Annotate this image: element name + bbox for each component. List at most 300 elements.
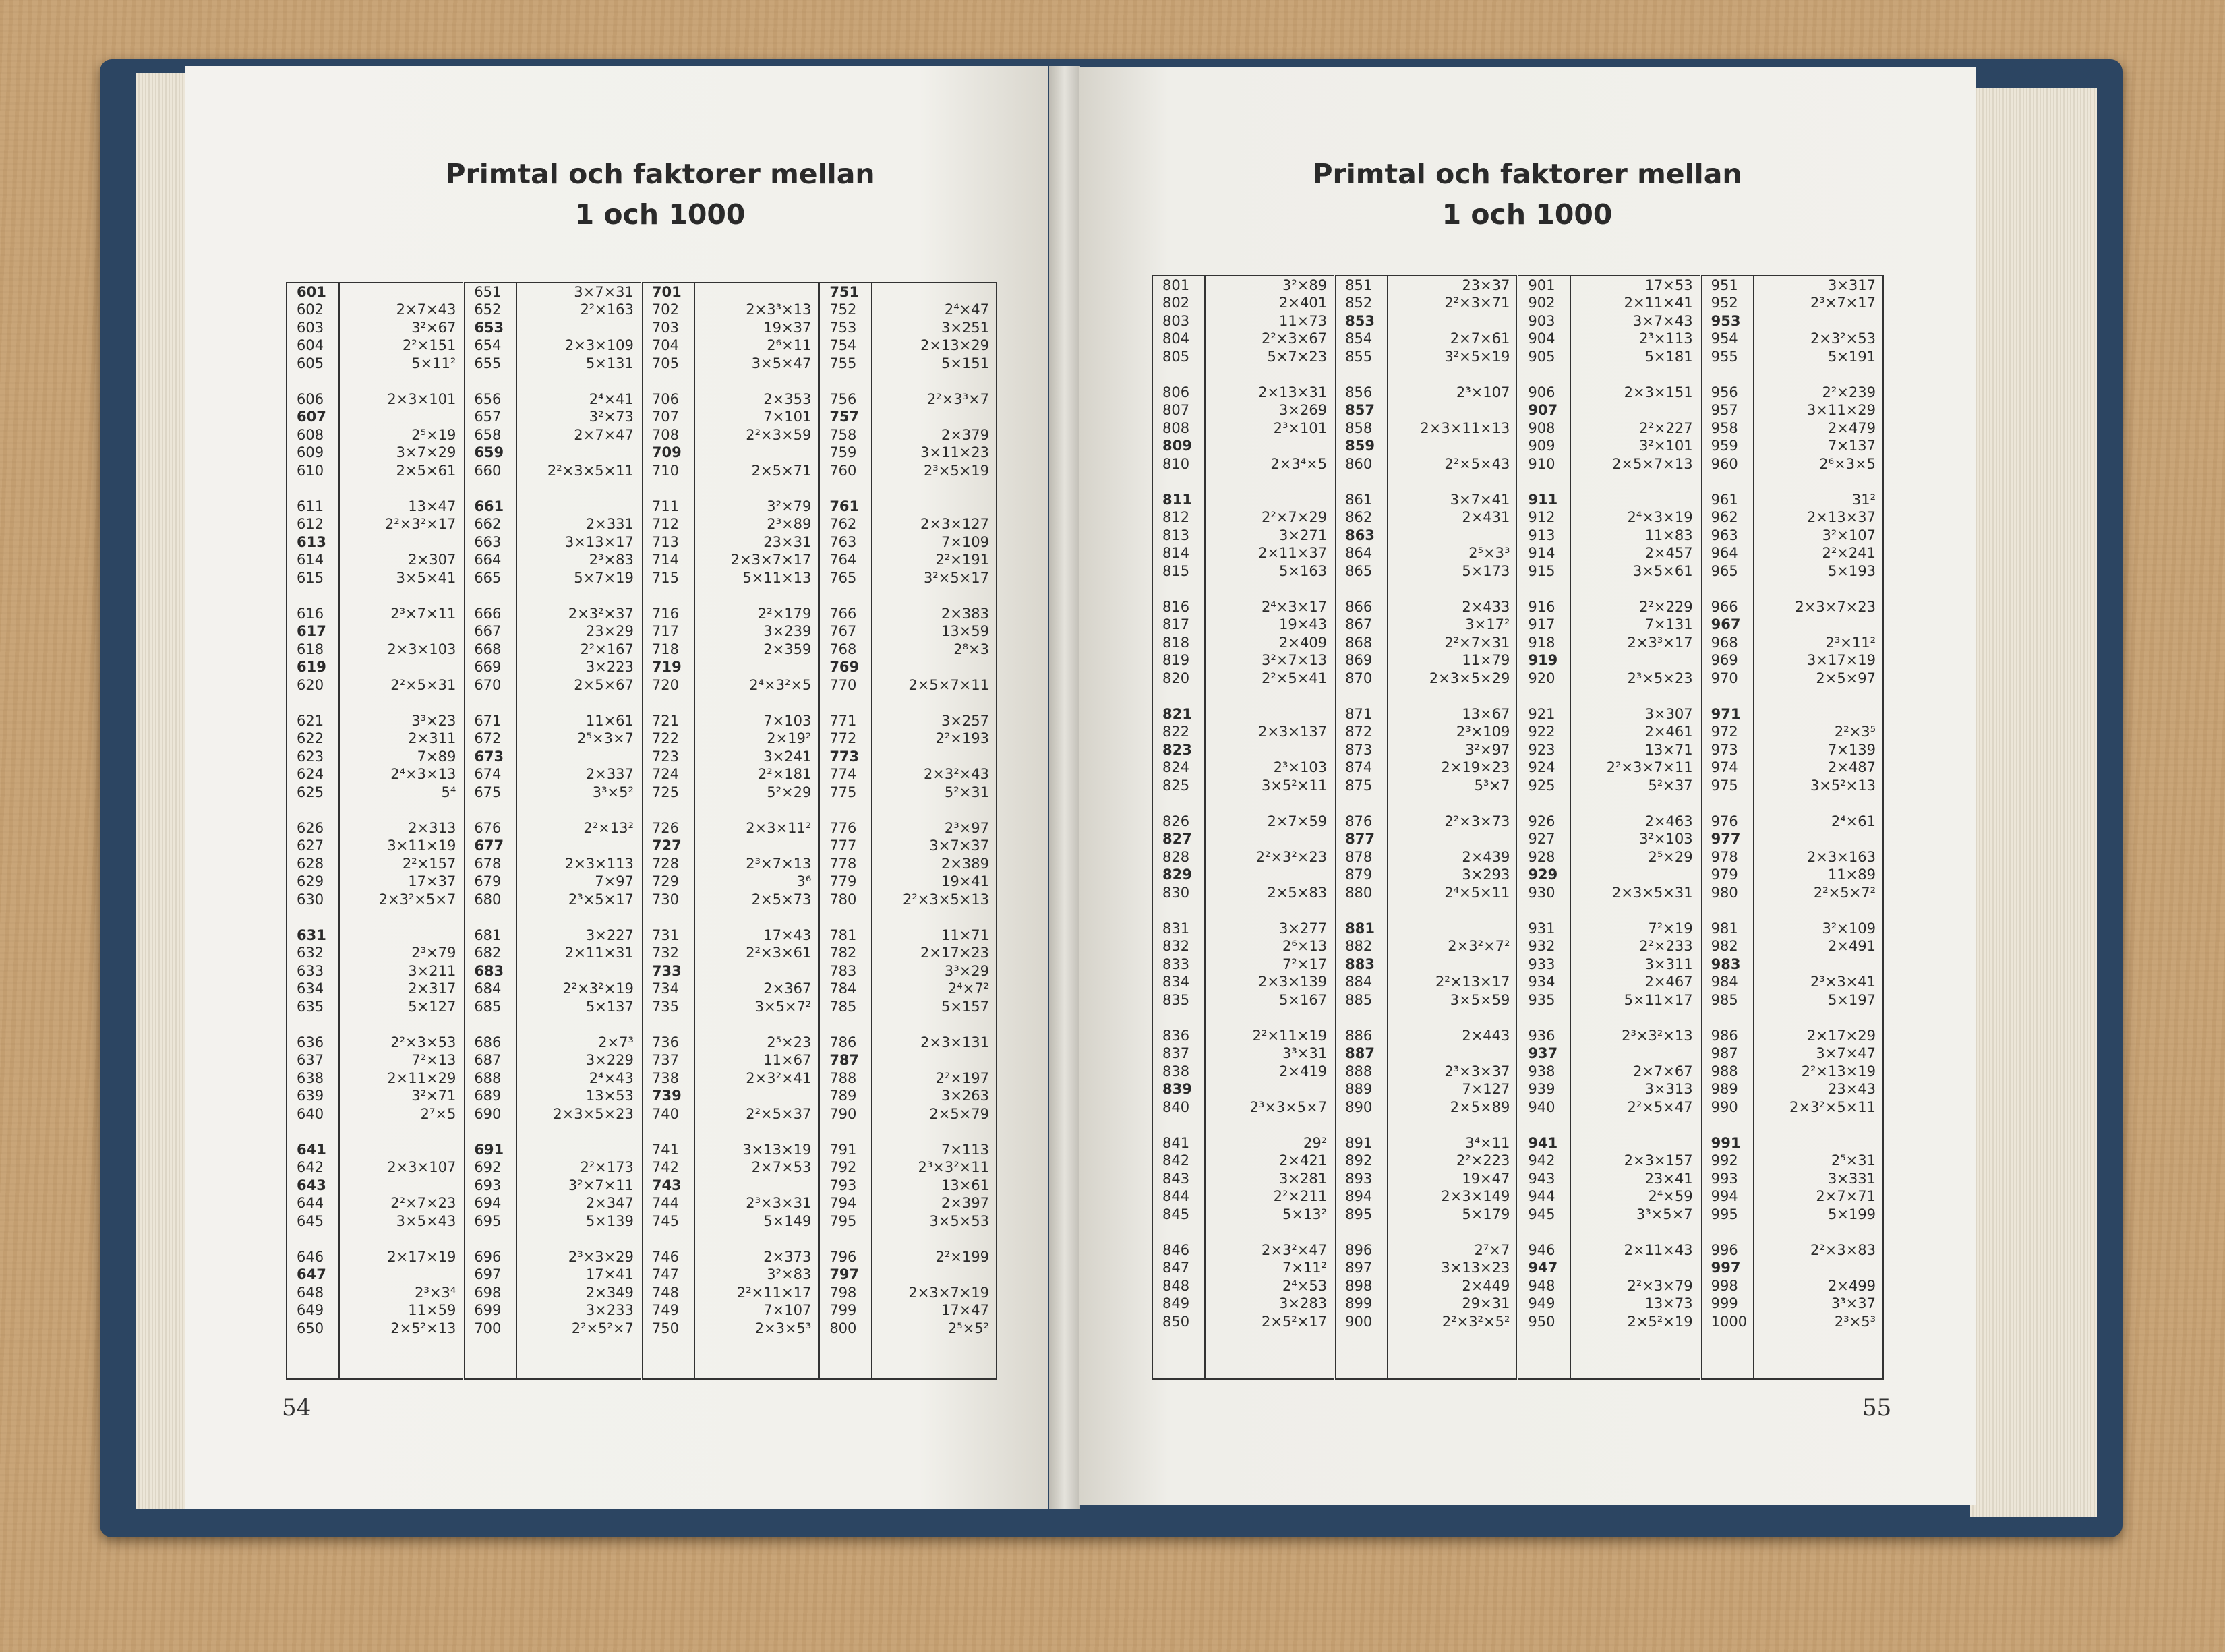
number-cell: 705 bbox=[651, 355, 679, 372]
factorization-cell: 2²×3²×23 bbox=[1255, 848, 1328, 865]
number-cell: 639 bbox=[297, 1088, 324, 1104]
factor-group bbox=[695, 498, 819, 605]
factorization-cell: 2²×7×31 bbox=[1444, 634, 1510, 651]
number-cell: 602 bbox=[297, 301, 324, 318]
number-cell: 767 bbox=[829, 623, 857, 640]
number-cell: 830 bbox=[1162, 884, 1190, 901]
factorization-cell: 2×3×157 bbox=[1624, 1152, 1693, 1169]
number-group bbox=[1336, 1241, 1387, 1349]
factorization-cell: 2×311 bbox=[408, 730, 456, 747]
factorization-cell: 5²×37 bbox=[1648, 777, 1693, 794]
factorization-cell: 2×3×11×13 bbox=[1420, 419, 1510, 436]
factorization-cell: 2⁴×3×19 bbox=[1627, 509, 1693, 526]
number-group bbox=[1336, 813, 1387, 920]
number-group bbox=[820, 1141, 871, 1248]
factor-group bbox=[695, 605, 819, 712]
factorization-cell: 2⁴×41 bbox=[589, 391, 634, 407]
factorization-cell: 2²×3×59 bbox=[746, 426, 812, 443]
factorization-cell: 3×331 bbox=[1827, 1170, 1876, 1187]
factorization-cell: 3×5×41 bbox=[396, 569, 456, 586]
number-cell: 658 bbox=[474, 426, 502, 443]
number-group bbox=[1153, 491, 1204, 598]
factorization-cell: 2×409 bbox=[1279, 634, 1328, 651]
factorization-cell bbox=[695, 837, 819, 854]
number-group bbox=[1336, 384, 1387, 491]
factorization-cell bbox=[1571, 1044, 1699, 1062]
number-cell: 703 bbox=[651, 319, 679, 336]
factorization-cell: 2²×3²×17 bbox=[384, 516, 456, 533]
number-group bbox=[465, 498, 516, 605]
number-cell: 930 bbox=[1528, 884, 1555, 901]
factorization-cell: 7×127 bbox=[1462, 1081, 1510, 1098]
prime-number: 883 bbox=[1345, 955, 1375, 972]
number-cell: 645 bbox=[297, 1212, 324, 1229]
number-cell: 936 bbox=[1528, 1028, 1555, 1044]
factorization-cell: 2×11×43 bbox=[1624, 1242, 1693, 1258]
factorization-cell bbox=[695, 1087, 819, 1104]
factorization-cell: 5×197 bbox=[1827, 991, 1876, 1008]
factorization-cell: 2×3²×37 bbox=[568, 606, 634, 622]
factorization-cell: 3×5×53 bbox=[929, 1212, 989, 1229]
factorization-cell: 2²×3³×7 bbox=[926, 391, 989, 407]
factorization-cell: 2×3³×13 bbox=[746, 301, 812, 318]
number-cell: 785 bbox=[829, 998, 857, 1015]
factorization-cell: 17×47 bbox=[941, 1302, 989, 1319]
factorization-cell: 3×269 bbox=[1279, 402, 1328, 419]
factorization-cell: 2×3×137 bbox=[1258, 724, 1328, 740]
prime-number: 619 bbox=[297, 659, 326, 676]
number-cell: 746 bbox=[651, 1249, 679, 1265]
factor-group bbox=[1571, 384, 1699, 491]
factorization-cell bbox=[872, 1051, 996, 1069]
number-cell: 640 bbox=[297, 1105, 324, 1122]
number-group bbox=[1702, 1027, 1753, 1134]
factorization-cell: 5×7×19 bbox=[574, 569, 634, 586]
factorization-cell bbox=[340, 926, 463, 944]
number-cell: 636 bbox=[297, 1034, 324, 1051]
number-cell: 720 bbox=[651, 676, 679, 693]
factorization-cell: 2×3²×41 bbox=[746, 1069, 812, 1086]
factorization-cell: 2³×113 bbox=[1639, 330, 1693, 347]
factorization-cell bbox=[1388, 830, 1516, 848]
number-group bbox=[1702, 1241, 1753, 1349]
factorization-cell: 3²×7×13 bbox=[1262, 652, 1328, 669]
factorization-cell: 2×5×61 bbox=[396, 462, 456, 479]
factor-group bbox=[340, 498, 463, 605]
factorization-cell: 2×3×5³ bbox=[754, 1320, 812, 1336]
number-cell: 898 bbox=[1345, 1277, 1373, 1294]
number-cell: 685 bbox=[474, 998, 502, 1015]
number-cell: 959 bbox=[1711, 438, 1738, 454]
number-cell: 920 bbox=[1528, 670, 1555, 686]
number-cell: 867 bbox=[1345, 616, 1373, 633]
number-cell: 696 bbox=[474, 1249, 502, 1265]
number-cell: 609 bbox=[297, 444, 324, 461]
number-cell: 844 bbox=[1162, 1188, 1190, 1205]
number-cell: 670 bbox=[474, 676, 502, 693]
factorization-cell: 2×3×101 bbox=[387, 391, 456, 407]
number-group bbox=[1702, 491, 1753, 598]
factorization-cell: 2²×241 bbox=[1822, 545, 1876, 562]
factor-group bbox=[517, 498, 641, 605]
factor-column bbox=[694, 283, 819, 1379]
factor-group bbox=[517, 390, 641, 498]
number-cell: 980 bbox=[1711, 884, 1738, 901]
factorization-cell: 3⁴×11 bbox=[1465, 1135, 1510, 1151]
number-cell: 708 bbox=[651, 426, 679, 443]
number-cell: 975 bbox=[1711, 777, 1738, 794]
number-group bbox=[1153, 276, 1204, 384]
number-cell: 813 bbox=[1162, 527, 1190, 543]
factorization-cell: 2³×3×41 bbox=[1810, 974, 1876, 991]
factor-column bbox=[339, 283, 464, 1379]
factor-group bbox=[340, 1034, 463, 1141]
prime-number: 757 bbox=[829, 409, 860, 425]
number-cell: 904 bbox=[1528, 330, 1555, 347]
factorization-cell: 3×5×7² bbox=[754, 998, 812, 1015]
factorization-cell: 19×41 bbox=[941, 873, 989, 890]
factorization-cell: 2³×3⁴ bbox=[415, 1284, 456, 1301]
number-cell: 903 bbox=[1528, 312, 1555, 329]
number-cell: 832 bbox=[1162, 938, 1190, 955]
number-cell: 698 bbox=[474, 1284, 502, 1301]
number-cell: 981 bbox=[1711, 920, 1738, 937]
factorization-cell: 11×67 bbox=[763, 1052, 812, 1069]
factorization-cell: 3×311 bbox=[1644, 955, 1693, 972]
number-column bbox=[1700, 276, 1753, 1379]
number-cell: 966 bbox=[1711, 599, 1738, 615]
number-cell: 674 bbox=[474, 766, 502, 783]
factor-group bbox=[340, 390, 463, 498]
factor-group bbox=[1388, 813, 1516, 920]
number-cell: 961 bbox=[1711, 492, 1738, 508]
factorization-cell: 3×5²×11 bbox=[1262, 777, 1328, 794]
prime-number: 683 bbox=[474, 962, 504, 979]
factorization-cell: 7×11² bbox=[1282, 1260, 1328, 1276]
number-cell: 873 bbox=[1345, 741, 1373, 758]
prime-number: 877 bbox=[1345, 831, 1375, 848]
number-column bbox=[464, 283, 516, 1379]
factor-group bbox=[1206, 276, 1334, 384]
number-cell: 728 bbox=[651, 855, 679, 872]
number-cell: 828 bbox=[1162, 848, 1190, 865]
factorization-cell: 2×7×53 bbox=[751, 1159, 812, 1176]
number-cell: 644 bbox=[297, 1195, 324, 1212]
factorization-cell: 2⁶×13 bbox=[1282, 938, 1328, 955]
factorization-cell: 3×7×47 bbox=[1816, 1045, 1876, 1062]
number-cell: 1000 bbox=[1711, 1313, 1748, 1330]
factorization-cell bbox=[1388, 437, 1516, 454]
number-cell: 760 bbox=[829, 462, 857, 479]
number-cell: 989 bbox=[1711, 1081, 1738, 1098]
factorization-cell: 2×3²×43 bbox=[923, 766, 989, 783]
number-cell: 848 bbox=[1162, 1277, 1190, 1294]
number-cell: 825 bbox=[1162, 777, 1190, 794]
prime-number: 659 bbox=[474, 444, 504, 461]
number-cell: 837 bbox=[1162, 1045, 1190, 1062]
number-cell: 604 bbox=[297, 337, 324, 354]
number-cell: 819 bbox=[1162, 652, 1190, 669]
factorization-cell: 3³×29 bbox=[944, 962, 989, 979]
number-group bbox=[643, 1248, 694, 1355]
number-cell: 736 bbox=[651, 1034, 679, 1051]
factorization-cell: 7×109 bbox=[941, 533, 989, 550]
prime-number: 929 bbox=[1528, 866, 1558, 883]
factorization-cell: 2²×3⁵ bbox=[1834, 724, 1876, 740]
factor-group bbox=[1754, 1241, 1882, 1349]
prime-number: 853 bbox=[1345, 312, 1375, 329]
factorization-cell: 2²×3×71 bbox=[1444, 295, 1510, 312]
factor-group bbox=[1206, 384, 1334, 491]
number-cell: 726 bbox=[651, 820, 679, 836]
number-cell: 889 bbox=[1345, 1081, 1373, 1098]
number-cell: 625 bbox=[297, 784, 324, 800]
number-cell: 976 bbox=[1711, 813, 1738, 829]
prime-number: 773 bbox=[829, 748, 860, 765]
factorization-cell: 7×89 bbox=[417, 748, 456, 765]
prime-number: 673 bbox=[474, 748, 504, 765]
prime-number: 947 bbox=[1528, 1260, 1558, 1276]
factorization-cell bbox=[872, 283, 996, 301]
factorization-cell: 13×71 bbox=[1644, 741, 1693, 758]
number-group bbox=[287, 283, 338, 390]
factorization-cell: 2³×3²×11 bbox=[918, 1159, 989, 1176]
factorization-cell bbox=[1206, 741, 1334, 759]
factor-column bbox=[1205, 276, 1335, 1379]
factorization-cell: 3×13×17 bbox=[564, 533, 634, 550]
factorization-cell: 2×431 bbox=[1462, 509, 1510, 526]
number-cell: 721 bbox=[651, 713, 679, 729]
factorization-cell: 3×5×61 bbox=[1632, 562, 1693, 579]
factor-group bbox=[1388, 1027, 1516, 1134]
factorization-cell: 2²×167 bbox=[580, 641, 634, 657]
number-cell: 754 bbox=[829, 337, 857, 354]
number-cell: 805 bbox=[1162, 348, 1190, 365]
number-group bbox=[1518, 598, 1570, 705]
number-cell: 700 bbox=[474, 1320, 502, 1336]
number-cell: 856 bbox=[1345, 384, 1373, 401]
factorization-cell: 2²×157 bbox=[402, 855, 456, 872]
factorization-cell: 2²×3²×19 bbox=[562, 980, 634, 997]
number-cell: 748 bbox=[651, 1284, 679, 1301]
number-group bbox=[820, 605, 871, 712]
prime-number: 797 bbox=[829, 1266, 860, 1283]
number-cell: 964 bbox=[1711, 545, 1738, 562]
factorization-cell: 2×3×7×19 bbox=[908, 1284, 989, 1301]
number-group bbox=[820, 283, 871, 390]
prime-number: 907 bbox=[1528, 402, 1558, 419]
number-cell: 906 bbox=[1528, 384, 1555, 401]
factorization-cell: 3×17×19 bbox=[1807, 652, 1876, 669]
number-cell: 798 bbox=[829, 1284, 857, 1301]
factorization-cell: 5²×31 bbox=[944, 784, 989, 800]
factorization-cell bbox=[1206, 1080, 1334, 1098]
number-cell: 878 bbox=[1345, 848, 1373, 865]
factorization-cell: 2³×3²×13 bbox=[1622, 1028, 1693, 1044]
factorization-cell bbox=[1571, 1134, 1699, 1152]
number-cell: 817 bbox=[1162, 616, 1190, 633]
number-cell: 946 bbox=[1528, 1242, 1555, 1258]
factorization-cell: 2⁴×3×17 bbox=[1262, 599, 1328, 615]
prime-number: 991 bbox=[1711, 1135, 1741, 1151]
number-cell: 885 bbox=[1345, 991, 1373, 1008]
number-cell: 869 bbox=[1345, 652, 1373, 669]
number-cell: 922 bbox=[1528, 724, 1555, 740]
number-cell: 808 bbox=[1162, 419, 1190, 436]
prime-number: 743 bbox=[651, 1177, 682, 1193]
number-cell: 632 bbox=[297, 945, 324, 962]
number-cell: 932 bbox=[1528, 938, 1555, 955]
number-group bbox=[1702, 276, 1753, 384]
factorization-cell: 3×7×41 bbox=[1450, 492, 1510, 508]
factorization-cell: 5⁴ bbox=[441, 784, 456, 800]
prime-number: 823 bbox=[1162, 741, 1192, 758]
number-cell: 918 bbox=[1528, 634, 1555, 651]
number-cell: 758 bbox=[829, 426, 857, 443]
factorization-cell: 2×7×61 bbox=[1450, 330, 1510, 347]
factor-group bbox=[695, 926, 819, 1034]
number-cell: 816 bbox=[1162, 599, 1190, 615]
factor-group bbox=[1754, 1134, 1882, 1241]
number-group bbox=[1518, 705, 1570, 813]
prime-number: 971 bbox=[1711, 706, 1741, 722]
number-cell: 620 bbox=[297, 676, 324, 693]
factorization-cell bbox=[1206, 437, 1334, 454]
number-group bbox=[1153, 598, 1204, 705]
factorization-cell: 7×139 bbox=[1827, 741, 1876, 758]
number-cell: 777 bbox=[829, 837, 857, 854]
factorization-cell: 23×37 bbox=[1462, 277, 1510, 293]
number-group bbox=[1518, 491, 1570, 598]
number-cell: 900 bbox=[1345, 1313, 1373, 1330]
number-cell: 927 bbox=[1528, 831, 1555, 848]
number-cell: 892 bbox=[1345, 1152, 1373, 1169]
factorization-cell bbox=[1388, 401, 1516, 419]
factorization-cell: 13×59 bbox=[941, 623, 989, 640]
factorization-cell bbox=[1388, 1044, 1516, 1062]
factorization-cell: 2×11×31 bbox=[564, 945, 634, 962]
left-factor-table bbox=[286, 282, 997, 1380]
number-group bbox=[1518, 1241, 1570, 1349]
factorization-cell bbox=[695, 444, 819, 461]
number-cell: 886 bbox=[1345, 1028, 1373, 1044]
prime-number: 617 bbox=[297, 623, 326, 640]
number-cell: 692 bbox=[474, 1159, 502, 1176]
factorization-cell: 2×11×29 bbox=[387, 1069, 456, 1086]
number-cell: 854 bbox=[1345, 330, 1373, 347]
factorization-cell: 2³×3×31 bbox=[746, 1195, 812, 1212]
factorization-cell: 2²×7×23 bbox=[390, 1195, 456, 1212]
factorization-cell: 2×5²×19 bbox=[1627, 1313, 1693, 1330]
prime-number: 911 bbox=[1528, 492, 1558, 508]
number-cell: 686 bbox=[474, 1034, 502, 1051]
factorization-cell: 2⁴×43 bbox=[589, 1069, 634, 1086]
left-title-line1: Primtal och faktorer mellan bbox=[445, 158, 875, 190]
factorization-cell bbox=[1571, 866, 1699, 883]
number-group bbox=[465, 283, 516, 390]
prime-number: 751 bbox=[829, 284, 860, 300]
factorization-cell: 2²×5×37 bbox=[746, 1105, 812, 1122]
factorization-cell: 2×7×47 bbox=[574, 426, 634, 443]
number-cell: 935 bbox=[1528, 991, 1555, 1008]
factorization-cell bbox=[695, 658, 819, 676]
factorization-cell: 2×401 bbox=[1279, 295, 1328, 312]
factor-group bbox=[695, 1141, 819, 1248]
number-cell: 662 bbox=[474, 516, 502, 533]
factorization-cell bbox=[1754, 830, 1882, 848]
number-cell: 875 bbox=[1345, 777, 1373, 794]
factorization-cell bbox=[872, 408, 996, 425]
number-group bbox=[820, 819, 871, 926]
factorization-cell: 2⁴×59 bbox=[1648, 1188, 1693, 1205]
factorization-cell: 2×491 bbox=[1827, 938, 1876, 955]
factorization-cell: 2²×7×29 bbox=[1262, 509, 1328, 526]
factorization-cell: 2²×3²×5² bbox=[1442, 1313, 1510, 1330]
factorization-cell: 3×11×29 bbox=[1807, 402, 1876, 419]
prime-number: 701 bbox=[651, 284, 682, 300]
factorization-cell: 2²×211 bbox=[1273, 1188, 1328, 1205]
number-cell: 707 bbox=[651, 409, 679, 425]
factorization-cell: 2×3²×7² bbox=[1448, 938, 1510, 955]
number-cell: 996 bbox=[1711, 1242, 1738, 1258]
factorization-cell bbox=[1754, 1259, 1882, 1276]
factorization-cell bbox=[1571, 1259, 1699, 1276]
factor-group bbox=[1206, 1027, 1334, 1134]
factorization-cell: 2²×5×7² bbox=[1813, 884, 1876, 901]
factorization-cell: 2×433 bbox=[1462, 599, 1510, 615]
prime-number: 941 bbox=[1528, 1135, 1558, 1151]
number-cell: 789 bbox=[829, 1088, 857, 1104]
number-group bbox=[287, 605, 338, 712]
factorization-cell bbox=[517, 837, 641, 854]
factorization-cell: 7×131 bbox=[1644, 616, 1693, 633]
factorization-cell bbox=[340, 408, 463, 425]
number-cell: 616 bbox=[297, 606, 324, 622]
factorization-cell: 3²×107 bbox=[1822, 527, 1876, 543]
factorization-cell bbox=[695, 962, 819, 980]
number-cell: 849 bbox=[1162, 1295, 1190, 1312]
prime-number: 727 bbox=[651, 837, 682, 854]
number-cell: 655 bbox=[474, 355, 502, 372]
prime-number: 647 bbox=[297, 1266, 326, 1283]
number-cell: 895 bbox=[1345, 1206, 1373, 1222]
number-cell: 735 bbox=[651, 998, 679, 1015]
factorization-cell: 3×277 bbox=[1279, 920, 1328, 937]
number-cell: 618 bbox=[297, 641, 324, 657]
factorization-cell: 5×11² bbox=[411, 355, 456, 372]
number-cell: 778 bbox=[829, 855, 857, 872]
factorization-cell bbox=[1388, 312, 1516, 330]
factor-column bbox=[872, 283, 997, 1379]
factorization-cell: 3³×5² bbox=[592, 784, 634, 800]
number-cell: 842 bbox=[1162, 1152, 1190, 1169]
number-cell: 682 bbox=[474, 945, 502, 962]
number-group bbox=[1336, 276, 1387, 384]
factorization-cell: 2×359 bbox=[763, 641, 812, 657]
factorization-cell: 2⁴×61 bbox=[1831, 813, 1876, 829]
number-cell: 614 bbox=[297, 552, 324, 568]
number-cell: 926 bbox=[1528, 813, 1555, 829]
number-group bbox=[287, 1141, 338, 1248]
number-group bbox=[287, 390, 338, 498]
factor-group bbox=[872, 283, 996, 390]
right-title-line2: 1 och 1000 bbox=[1442, 198, 1613, 231]
factorization-cell bbox=[340, 1141, 463, 1158]
factorization-cell: 2²×151 bbox=[402, 337, 456, 354]
factorization-cell bbox=[1388, 920, 1516, 937]
factorization-cell: 7×113 bbox=[941, 1142, 989, 1158]
factorization-cell bbox=[1388, 527, 1516, 544]
